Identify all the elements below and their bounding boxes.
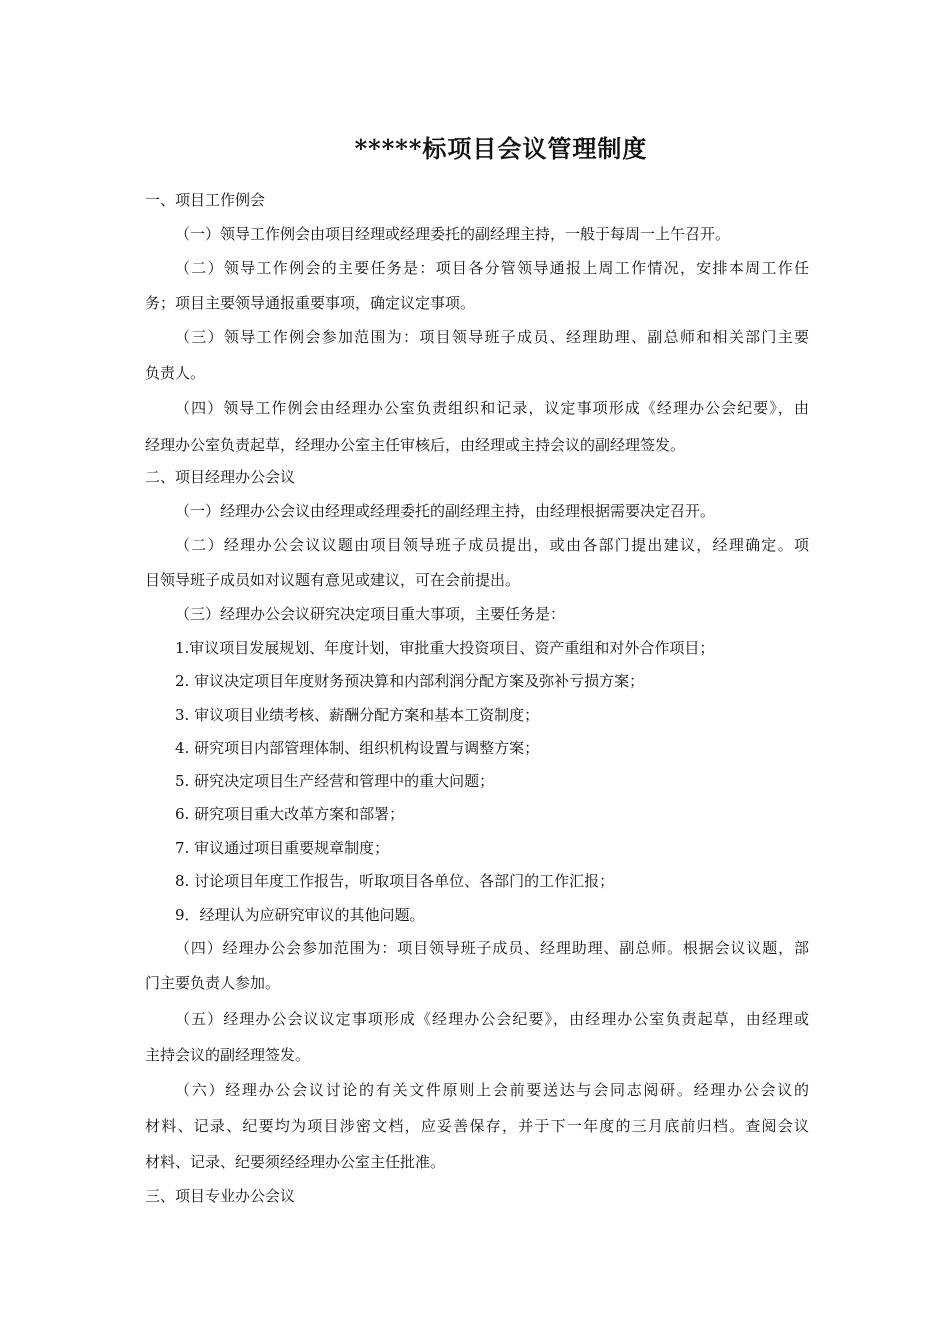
list-item: 3. 审议项目业绩考核、薪酬分配方案和基本工资制度； (175, 706, 540, 724)
paragraph-line: 务；项目主要领导通报重要事项，确定议定事项。 (145, 294, 476, 312)
list-item: 6. 研究项目重大改革方案和部署； (175, 805, 405, 823)
list-item: 1.审议项目发展规划、年度计划，审批重大投资项目、资产重组和对外合作项目； (175, 639, 715, 657)
paragraph-line: （二）领导工作例会的主要任务是：项目各分管领导通报上周工作情况，安排本周工作任 (175, 259, 809, 277)
paragraph-line: （五）经理办公会议议定事项形成《经理办公会纪要》，由经理办公室负责起草，由经理或 (175, 1010, 809, 1028)
paragraph-line: 目领导班子成员如对议题有意见或建议，可在会前提出。 (145, 571, 521, 589)
list-item: 7. 审议通过项目重要规章制度； (175, 839, 390, 857)
paragraph-line: （三）经理办公会议研究决定项目重大事项，主要任务是： (175, 605, 566, 623)
list-item: 9．经理认为应研究审议的其他问题。 (175, 906, 425, 924)
paragraph-line: （三）领导工作例会参加范围为：项目领导班子成员、经理助理、副总师和相关部门主要 (175, 328, 809, 346)
section-heading-1: 一、项目工作例会 (145, 191, 266, 209)
paragraph-line: 门主要负责人参加。 (145, 974, 281, 992)
paragraph-line: （二）经理办公会议议题由项目领导班子成员提出，或由各部门提出建议，经理确定。项 (175, 536, 809, 554)
list-item: 2. 审议决定项目年度财务预决算和内部利润分配方案及弥补亏损方案； (175, 672, 645, 690)
paragraph-line: （四）经理办公会参加范围为：项目领导班子成员、经理助理、副总师。根据会议议题，部 (175, 939, 809, 957)
section-heading-2: 二、项目经理办公会议 (145, 468, 296, 486)
section-heading-3: 三、项目专业办公会议 (145, 1187, 296, 1205)
paragraph-line: 材料、记录、纪要均为项目涉密文档，应妥善保存，并于下一年度的三月底前归档。查阅会议 (145, 1117, 809, 1135)
paragraph-line: （一）经理办公会议由经理或经理委托的副经理主持，由经理根据需要决定召开。 (175, 502, 716, 520)
list-item: 4. 研究项目内部管理体制、组织机构设置与调整方案； (175, 739, 540, 757)
list-item: 8. 讨论项目年度工作报告，听取项目各单位、各部门的工作汇报； (175, 872, 615, 890)
paragraph-line: （六）经理办公会议讨论的有关文件原则上会前要送达与会同志阅研。经理办公会议的 (175, 1081, 809, 1099)
paragraph-line: 材料、记录、纪要须经经理办公室主任批准。 (145, 1153, 446, 1171)
paragraph-line: 经理办公室负责起草，经理办公室主任审核后，由经理或主持会议的副经理签发。 (145, 436, 686, 454)
paragraph-line: 负责人。 (145, 364, 206, 382)
paragraph-line: （四）领导工作例会由经理办公室负责组织和记录，议定事项形成《经理办公会纪要》，由 (175, 399, 809, 417)
paragraph-line: 主持会议的副经理签发。 (145, 1046, 311, 1064)
document-title: *****标项目会议管理制度 (354, 134, 648, 163)
paragraph-line: （一）领导工作例会由项目经理或经理委托的副经理主持，一般于每周一上午召开。 (175, 225, 731, 243)
list-item: 5. 研究决定项目生产经营和管理中的重大问题； (175, 772, 495, 790)
